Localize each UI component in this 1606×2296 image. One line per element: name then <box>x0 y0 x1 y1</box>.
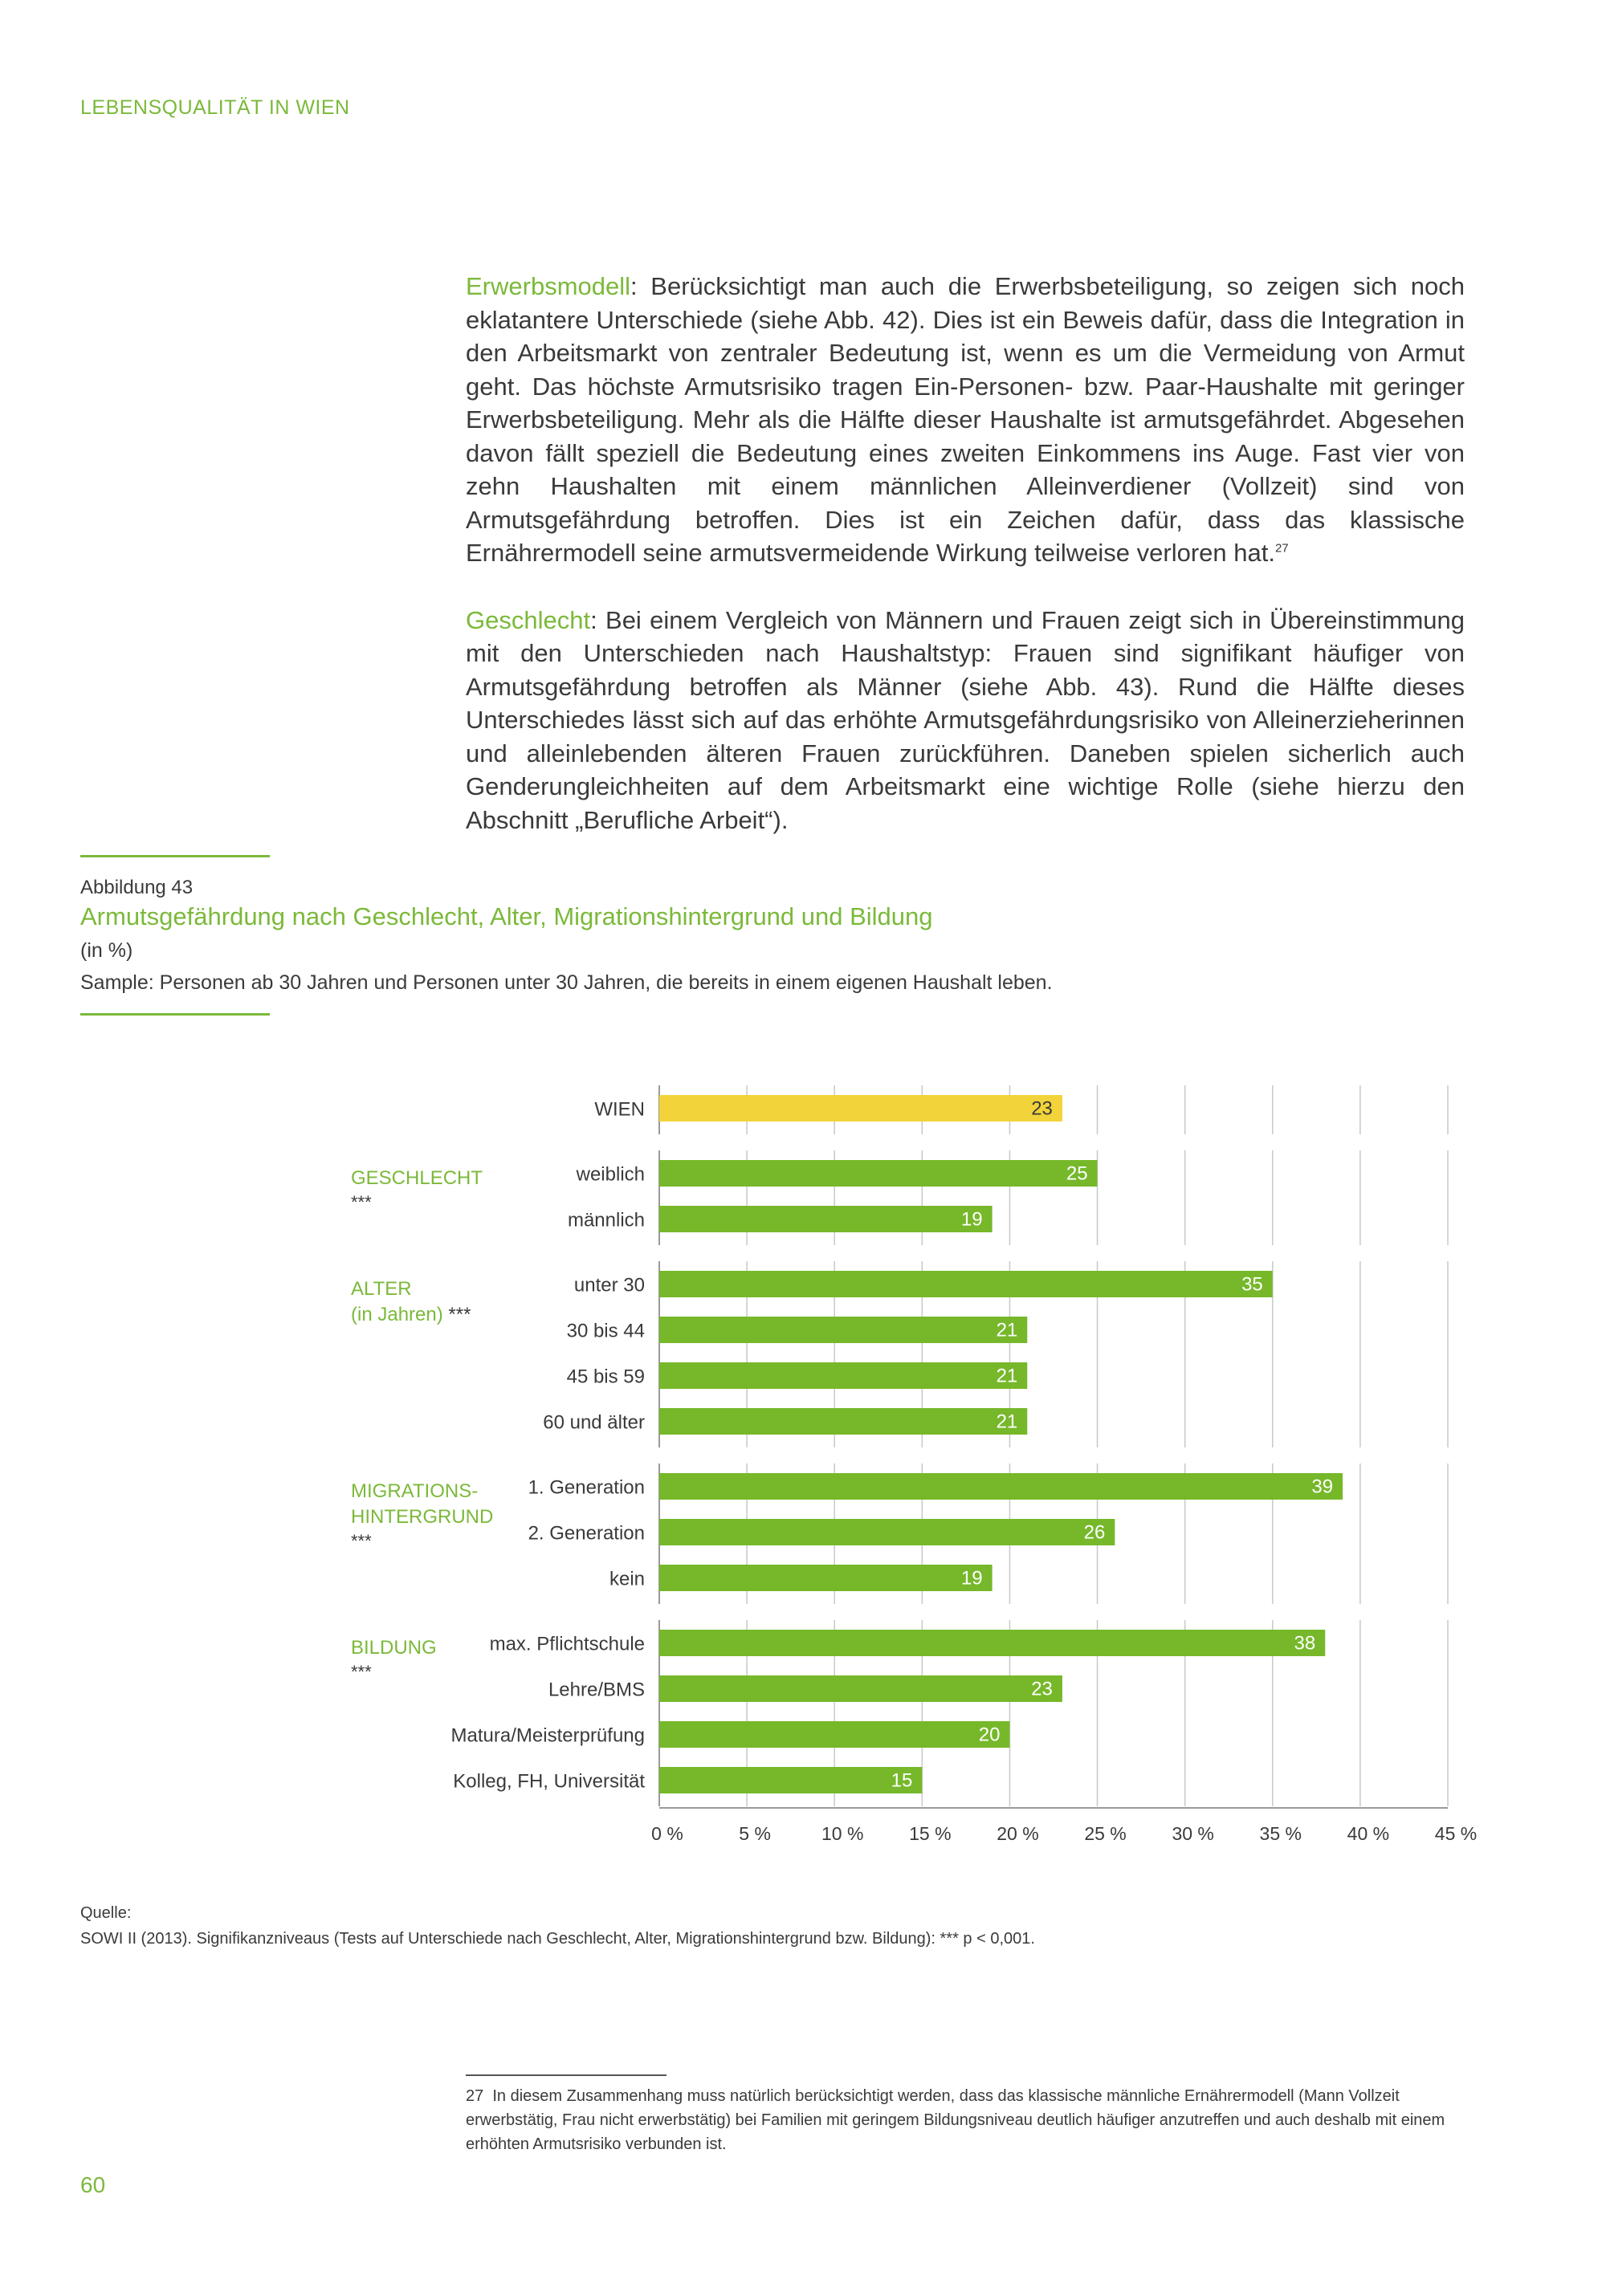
bar-value-label: 38 <box>1294 1632 1316 1655</box>
bar-value-label: 35 <box>1241 1273 1263 1296</box>
paragraph-text: : Berücksichtigt man auch die Erwerbsbeteiligung, so zeigen sich noch eklatantere Unterschiede (siehe Abb. 42). Dies ist ein Beweis dafür, dass die Integration in den Arbeitsmarkt von zentraler Bedeutung ist, wenn es um die Vermeidung von Armut geht. Das höchste Armutsrisiko tragen Ein-Personen- bzw. Paar-Haushalte mit geringer Erwerbsbeteiligung. Mehr als die Hälfte dieser Haushalte ist armutsgefährdet. Abgesehen davon fällt speziell die Bedeutung eines zweiten Einkommens ins Auge. Fast vier von zehn Haushalten mit einem männlichen Alleinverdiener (Vollzeit) sind von Armutsgefährdung betroffen. Dies ist ein Zeichen dafür, dass das klassische Ernährermodell seine armutsvermeidende Wirkung teilweise verloren hat. <box>466 272 1465 567</box>
category-label: männlich <box>567 1209 645 1231</box>
group-title-line2: HINTERGRUND <box>351 1506 494 1528</box>
bar-value-label: 20 <box>978 1724 1001 1746</box>
figure-title: Armutsgefährdung nach Geschlecht, Alter, Migrationshintergrund und Bildung <box>80 902 933 930</box>
x-tick-label: 25 % <box>1084 1823 1127 1844</box>
x-tick-label: 45 % <box>1434 1823 1478 1844</box>
paragraph-text: : Bei einem Vergleich von Männern und Frauen zeigt sich in Übereinstimmung mit den Unterschieden nach Haushaltstyp: Frauen sind signifikant häufiger von Armutsgefährdung betroffen als Männer (siehe Abb. 43). Rund die Hälfte dieses Unterschiedes lässt sich auf das erhöhte Armutsgefährdungsrisiko von Alleinerzieherinnen und alleinlebenden älteren Frauen zurückführen. Daneben spielen sicherlich auch Genderungleichheiten auf dem Arbeitsmarkt eine wichtige Rolle (siehe hierzu den Abschnitt „Berufliche Arbeit“). <box>466 605 1465 834</box>
figure-bottom-rule <box>80 1013 270 1016</box>
category-label: Matura/Meisterprüfung <box>450 1724 645 1747</box>
figure-unit: (in %) <box>80 939 133 962</box>
x-tick-label: 30 % <box>1172 1823 1214 1844</box>
x-tick-label: 20 % <box>997 1823 1039 1844</box>
category-label: Kolleg, FH, Universität <box>453 1770 645 1793</box>
bar-value-label: 21 <box>996 1319 1018 1341</box>
bar <box>659 1675 1062 1702</box>
category-label: max. Pflichtschule <box>489 1633 645 1655</box>
footnote-rule <box>466 2074 666 2076</box>
bar <box>659 1721 1009 1748</box>
x-tick-label: 35 % <box>1259 1823 1302 1844</box>
bar-value-label: 25 <box>1066 1162 1088 1185</box>
bar <box>659 1565 993 1591</box>
significance-marker: *** <box>351 1192 372 1212</box>
bar <box>659 1271 1273 1297</box>
category-label: kein <box>609 1568 645 1590</box>
bar-value-label: 19 <box>960 1567 983 1590</box>
footnote-text: In diesem Zusammenhang muss natürlich berücksichtigt werden, dass das klassische männliche Ernährermodell (Mann Vollzeit erwerbstätig, Frau nicht erwerbstätig) bei Familien mit geringem Bildungsniveau deutlich häufiger anzutreffen und auch deshalb mit einem erhöhten Armutsrisiko verbunden ist. <box>466 2087 1445 2153</box>
term-geschlecht: Geschlecht <box>466 605 591 634</box>
bar-chart <box>0 1076 1606 1862</box>
x-tick-label: 15 % <box>909 1823 952 1844</box>
category-label: Lehre/BMS <box>548 1679 645 1701</box>
figure-top-rule <box>80 855 270 857</box>
bar <box>659 1473 1343 1500</box>
bar <box>659 1630 1325 1656</box>
group-title: MIGRATIONS- <box>351 1480 479 1502</box>
x-tick-label: 5 % <box>739 1823 771 1844</box>
group-title: BILDUNG <box>351 1637 437 1659</box>
bar <box>659 1519 1115 1545</box>
category-label: weiblich <box>576 1163 645 1186</box>
bar-value-label: 21 <box>996 1365 1018 1387</box>
footnote-reference[interactable]: 27 <box>1274 541 1289 556</box>
source-label: Quelle: <box>80 1904 132 1922</box>
group-title-line2: (in Jahren) *** <box>351 1304 471 1325</box>
x-tick-label: 0 % <box>651 1823 683 1844</box>
page-number: 60 <box>80 2172 106 2197</box>
bar <box>659 1206 993 1232</box>
footnote <box>466 2084 1465 2156</box>
bar-value-label: 21 <box>996 1411 1018 1433</box>
bar-value-label: 23 <box>1031 1097 1053 1120</box>
x-tick-label: 10 % <box>821 1823 864 1844</box>
bar <box>659 1362 1027 1389</box>
running-title: LEBENSQUALITÄT IN WIEN <box>80 96 350 119</box>
significance-marker: *** <box>351 1662 372 1682</box>
term-erwerbsmodell: Erwerbsmodell <box>466 272 631 300</box>
bar-value-label: 15 <box>891 1769 913 1792</box>
group-title: ALTER <box>351 1278 412 1300</box>
footnote-number: 27 <box>466 2087 484 2105</box>
body-text <box>466 270 1465 870</box>
source-text: SOWI II (2013). Signifikanzniveaus (Tests auf Unterschiede nach Geschlecht, Alter, Migrationshintergrund bzw. Bildung): *** p < 0,001. <box>80 1930 1035 1948</box>
category-label: 60 und älter <box>543 1411 645 1434</box>
category-label: 30 bis 44 <box>566 1320 645 1342</box>
bar-highlight <box>659 1095 1062 1122</box>
significance-marker: *** <box>351 1531 372 1551</box>
bar-value-label: 23 <box>1031 1678 1053 1700</box>
category-label: WIEN <box>594 1098 645 1121</box>
bar-value-label: 26 <box>1083 1521 1106 1544</box>
significance-marker: *** <box>442 1304 471 1325</box>
category-label: 45 bis 59 <box>566 1366 645 1388</box>
bar <box>659 1767 922 1793</box>
figure-label: Abbildung 43 <box>80 877 194 898</box>
bar <box>659 1317 1027 1343</box>
paragraph-geschlecht <box>466 604 1465 837</box>
figure-sample: Sample: Personen ab 30 Jahren und Personen unter 30 Jahren, die bereits in einem eigenen Haushalt leben. <box>80 971 1053 994</box>
group-title: GESCHLECHT <box>351 1167 483 1189</box>
paragraph-erwerbsmodell <box>466 270 1465 570</box>
category-label: unter 30 <box>573 1274 645 1297</box>
bar <box>659 1160 1098 1187</box>
x-tick-label: 40 % <box>1347 1823 1390 1844</box>
bar-value-label: 39 <box>1311 1476 1334 1498</box>
bar-value-label: 19 <box>960 1208 983 1231</box>
category-label: 2. Generation <box>528 1522 645 1545</box>
bar <box>659 1408 1027 1435</box>
category-label: 1. Generation <box>528 1476 645 1499</box>
